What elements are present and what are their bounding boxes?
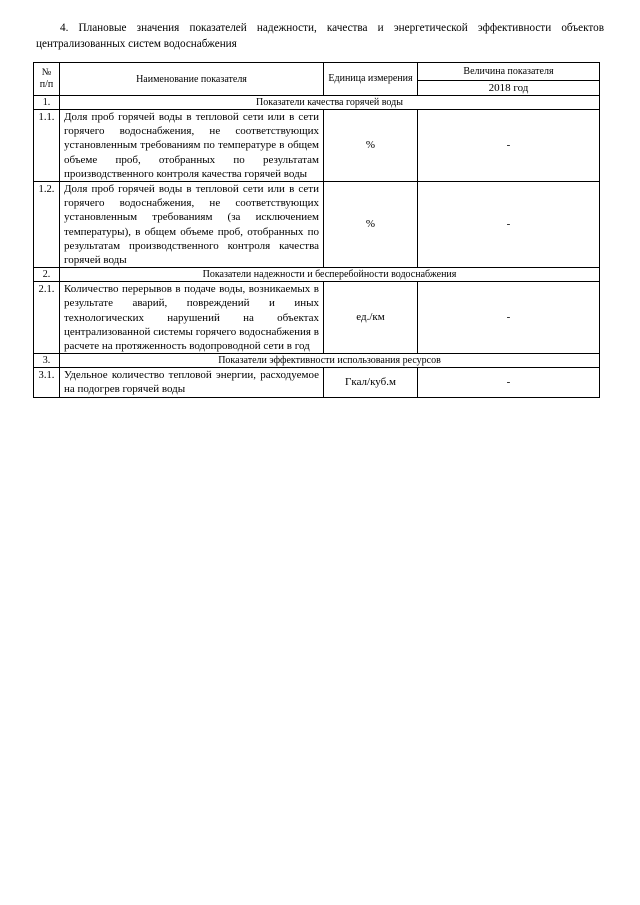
table-row xyxy=(34,110,600,182)
row-unit: ед./км xyxy=(324,282,418,354)
row-name: Доля проб горячей воды в тепловой сети или в сети горячего водоснабжения, не соответствующих установленным требованиям (за исключением температуры), в общем объеме проб, отобранных по результатам производственного контроля качества горячей воды xyxy=(60,182,324,268)
table-row xyxy=(34,368,600,397)
row-value: - xyxy=(418,110,600,182)
header-num: № п/п xyxy=(34,63,60,96)
heading-text: 4. Плановые значения показателей надежности, качества и энергетической эффективности объектов централизованных систем водоснабжения xyxy=(36,22,604,50)
header-year: 2018 год xyxy=(418,81,600,96)
row-value: - xyxy=(418,182,600,268)
section-title: Показатели качества горячей воды xyxy=(60,96,600,110)
row-name: Доля проб горячей воды в тепловой сети или в сети горячего водоснабжения, не соответствующих установленным требованиям по температуре в общем объеме проб, отобранных по результатам производственного контроля качества горячей воды xyxy=(60,110,324,182)
row-name: Удельное количество тепловой энергии, расходуемое на подогрев горячей воды xyxy=(60,368,324,397)
row-value: - xyxy=(418,368,600,397)
section-row xyxy=(34,354,600,368)
row-num: 3.1. xyxy=(34,368,60,397)
row-name: Количество перерывов в подаче воды, возникаемых в результате аварий, повреждений и иных технологических нарушений на объектах централизованной системы горячего водоснабжения в расчете на протяженность водопроводной сети в год xyxy=(60,282,324,354)
row-num: 1.2. xyxy=(34,182,60,268)
table-row xyxy=(34,282,600,354)
row-value: - xyxy=(418,282,600,354)
row-num: 2.1. xyxy=(34,282,60,354)
row-num: 1.1. xyxy=(34,110,60,182)
header-unit: Единица измерения xyxy=(324,63,418,96)
header-name: Наименование показателя xyxy=(60,63,324,96)
section-num: 2. xyxy=(34,268,60,282)
section-title: Показатели эффективности использования ресурсов xyxy=(60,354,600,368)
section-num: 1. xyxy=(34,96,60,110)
row-unit: Гкал/куб.м xyxy=(324,368,418,397)
row-unit: % xyxy=(324,110,418,182)
section-title: Показатели надежности и бесперебойности водоснабжения xyxy=(60,268,600,282)
table-row xyxy=(34,182,600,268)
row-unit: % xyxy=(324,182,418,268)
section-row xyxy=(34,96,600,110)
table-header-row xyxy=(34,63,600,81)
indicators-table xyxy=(33,62,600,398)
document-heading xyxy=(36,20,604,52)
section-num: 3. xyxy=(34,354,60,368)
header-value: Величина показателя xyxy=(418,63,600,81)
section-row xyxy=(34,268,600,282)
